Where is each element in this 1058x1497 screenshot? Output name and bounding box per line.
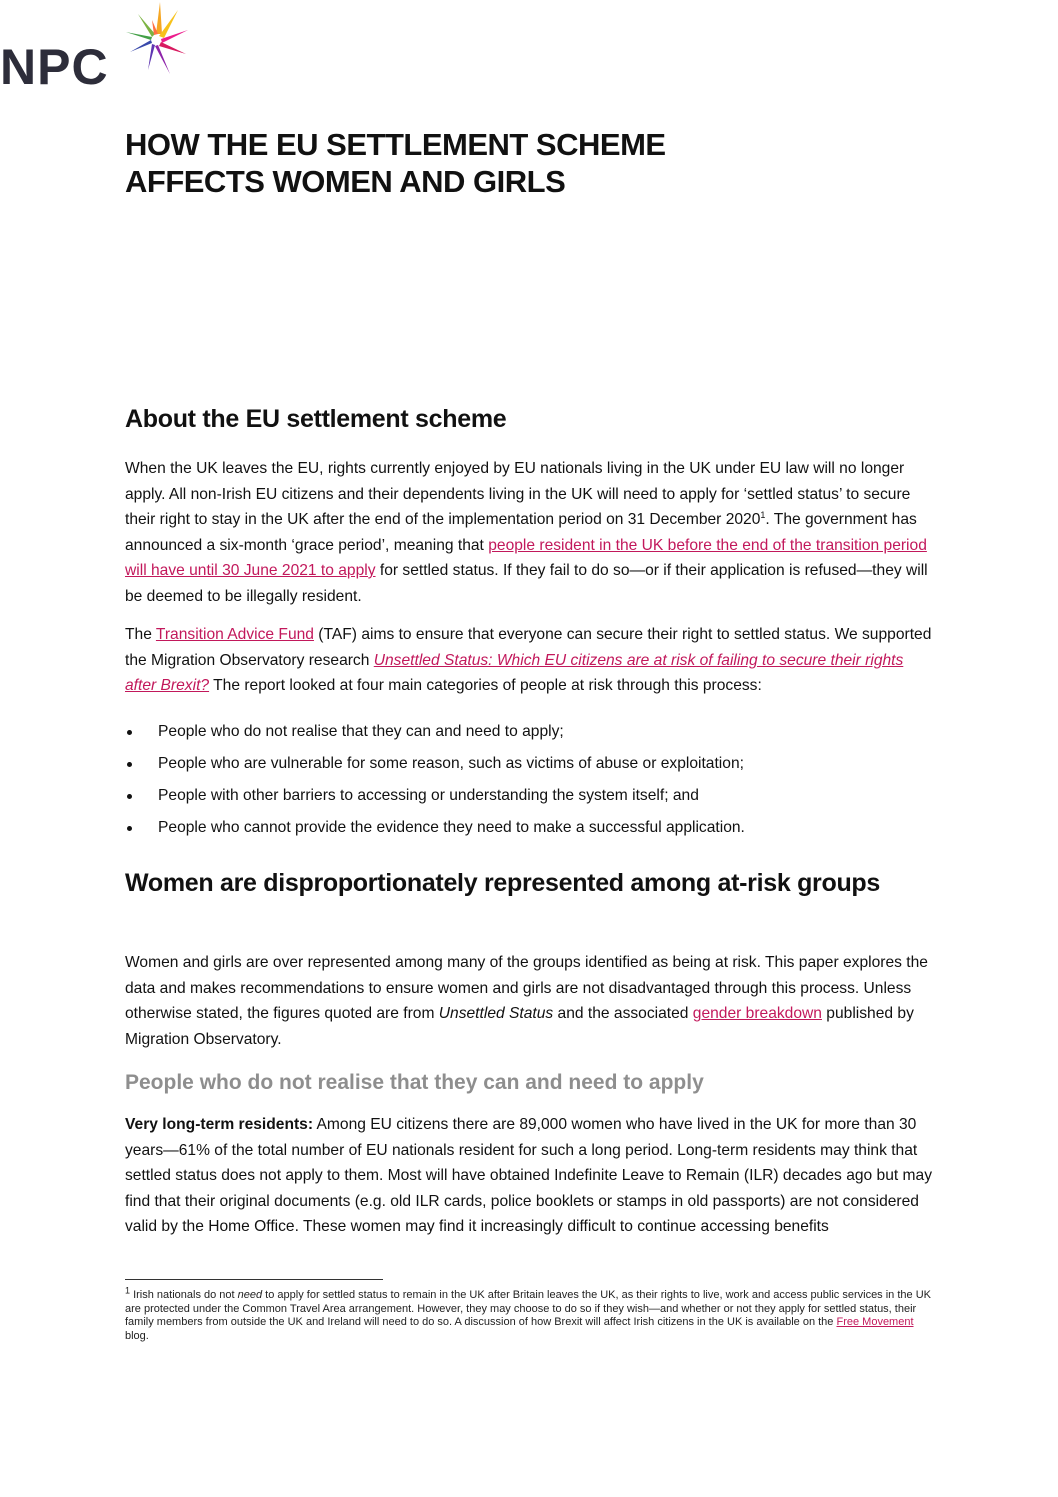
at-risk-categories-list: [125, 722, 935, 850]
link-transition-advice-fund[interactable]: Transition Advice Fund: [155, 626, 314, 643]
bullet-icon: [127, 762, 132, 767]
footnote-divider: [125, 1279, 383, 1280]
paragraph-about-2: The Transition Advice Fund (TAF) aims to ensure that everyone can secure their right to settled status. We supported the Migration Observatory research Unsettled Status: Which EU citizens are at risk of failing to secure their rights after Brexit? The report looked at four main categories of people at risk through this process:: [125, 626, 932, 694]
bullet-icon: [127, 826, 132, 831]
paragraph-about-1: When the UK leaves the EU, rights currently enjoyed by EU nationals living in the UK under EU law will no longer apply. All non-Irish EU citizens and their dependents living in the UK will need to apply for ‘settled status’ to secure their right to stay in the UK after the end of the implementation period on 31 December 2020$^1$. The government has announced a six-month ‘grace period’, meaning that people resident in the UK before the end of the transition period will have until 30 June 2021 to apply for settled status. If they fail to do so—or if their application is refused—they will be deemed to be illegally resident.: [125, 460, 928, 605]
bullet-icon: [127, 794, 132, 799]
section-heading-about: About the EU settlement scheme: [125, 405, 507, 433]
logo-wordmark: NPC: [0, 39, 109, 95]
link-gender-breakdown[interactable]: gender breakdown: [692, 1005, 822, 1022]
list-item: People who do not realise that they can and need to apply;: [125, 722, 935, 754]
link-grace-period[interactable]: people resident in the UK before the end of the transition period will have until 30 June 2021 to apply: [125, 536, 927, 579]
list-item: People who are vulnerable for some reason, such as victims of abuse or exploitation;: [125, 754, 935, 786]
list-item: People who cannot provide the evidence they need to make a successful application.: [125, 818, 935, 850]
star-burst-icon: [122, 0, 190, 80]
npc-logo: [0, 0, 190, 100]
paragraph-women-1: Women and girls are over represented among many of the groups identified as being at risk. This paper explores the data and makes recommendations to ensure women and girls are not disadvantaged through this process. Unless otherwise stated, the figures quoted are from Unsettled Status and the associated gender breakdown published by Migration Observatory.: [125, 954, 928, 1048]
title-line-1: HOW THE EU SETTLEMENT SCHEME: [125, 127, 666, 162]
link-free-movement[interactable]: Free Movement: [836, 1316, 914, 1328]
section-heading-women: Women are disproportionately represented among at-risk groups: [125, 869, 881, 897]
paragraph-long-term-residents: Very long-term residents: Among EU citizens there are 89,000 women who have lived in the UK for more than 30 years—61% of the total number of EU nationals resident for such a long period. Long-term residents may think that settled status does not apply to them. Most will have obtained Indefinite Leave to Remain (ILR) decades ago but may find that their original documents (e.g. old ILR cards, police booklets or stamps in old passports) are not considered valid by the Home Office. These women may find it increasingly difficult to continue accessing benefits: [125, 1116, 933, 1235]
subsection-heading-need-to-apply: People who do not realise that they can and need to apply: [125, 1071, 704, 1094]
link-unsettled-status-report[interactable]: Unsettled Status: Which EU citizens are at risk of failing to secure their rights after Brexit?: [125, 651, 904, 694]
title-line-2: AFFECTS WOMEN AND GIRLS: [125, 164, 566, 199]
list-item: People with other barriers to accessing or understanding the system itself; and: [125, 786, 935, 818]
footnote-1: $^1$ Irish nationals do not need to apply for settled status to remain in the UK after Britain leaves the UK, as their rights to live, work and access public services in the UK are protected under the Common Travel Area arrangement. However, they may choose to do so if they wish—and whether or not they apply for settled status, their family members from outside the UK and Ireland will need to do so. A discussion of how Brexit will affect Irish citizens in the UK is available on the Free Movement blog.: [125, 1285, 931, 1342]
bullet-icon: [127, 730, 132, 735]
document-title: [125, 126, 765, 200]
footnote-ref[interactable]: 1: [760, 509, 766, 520]
